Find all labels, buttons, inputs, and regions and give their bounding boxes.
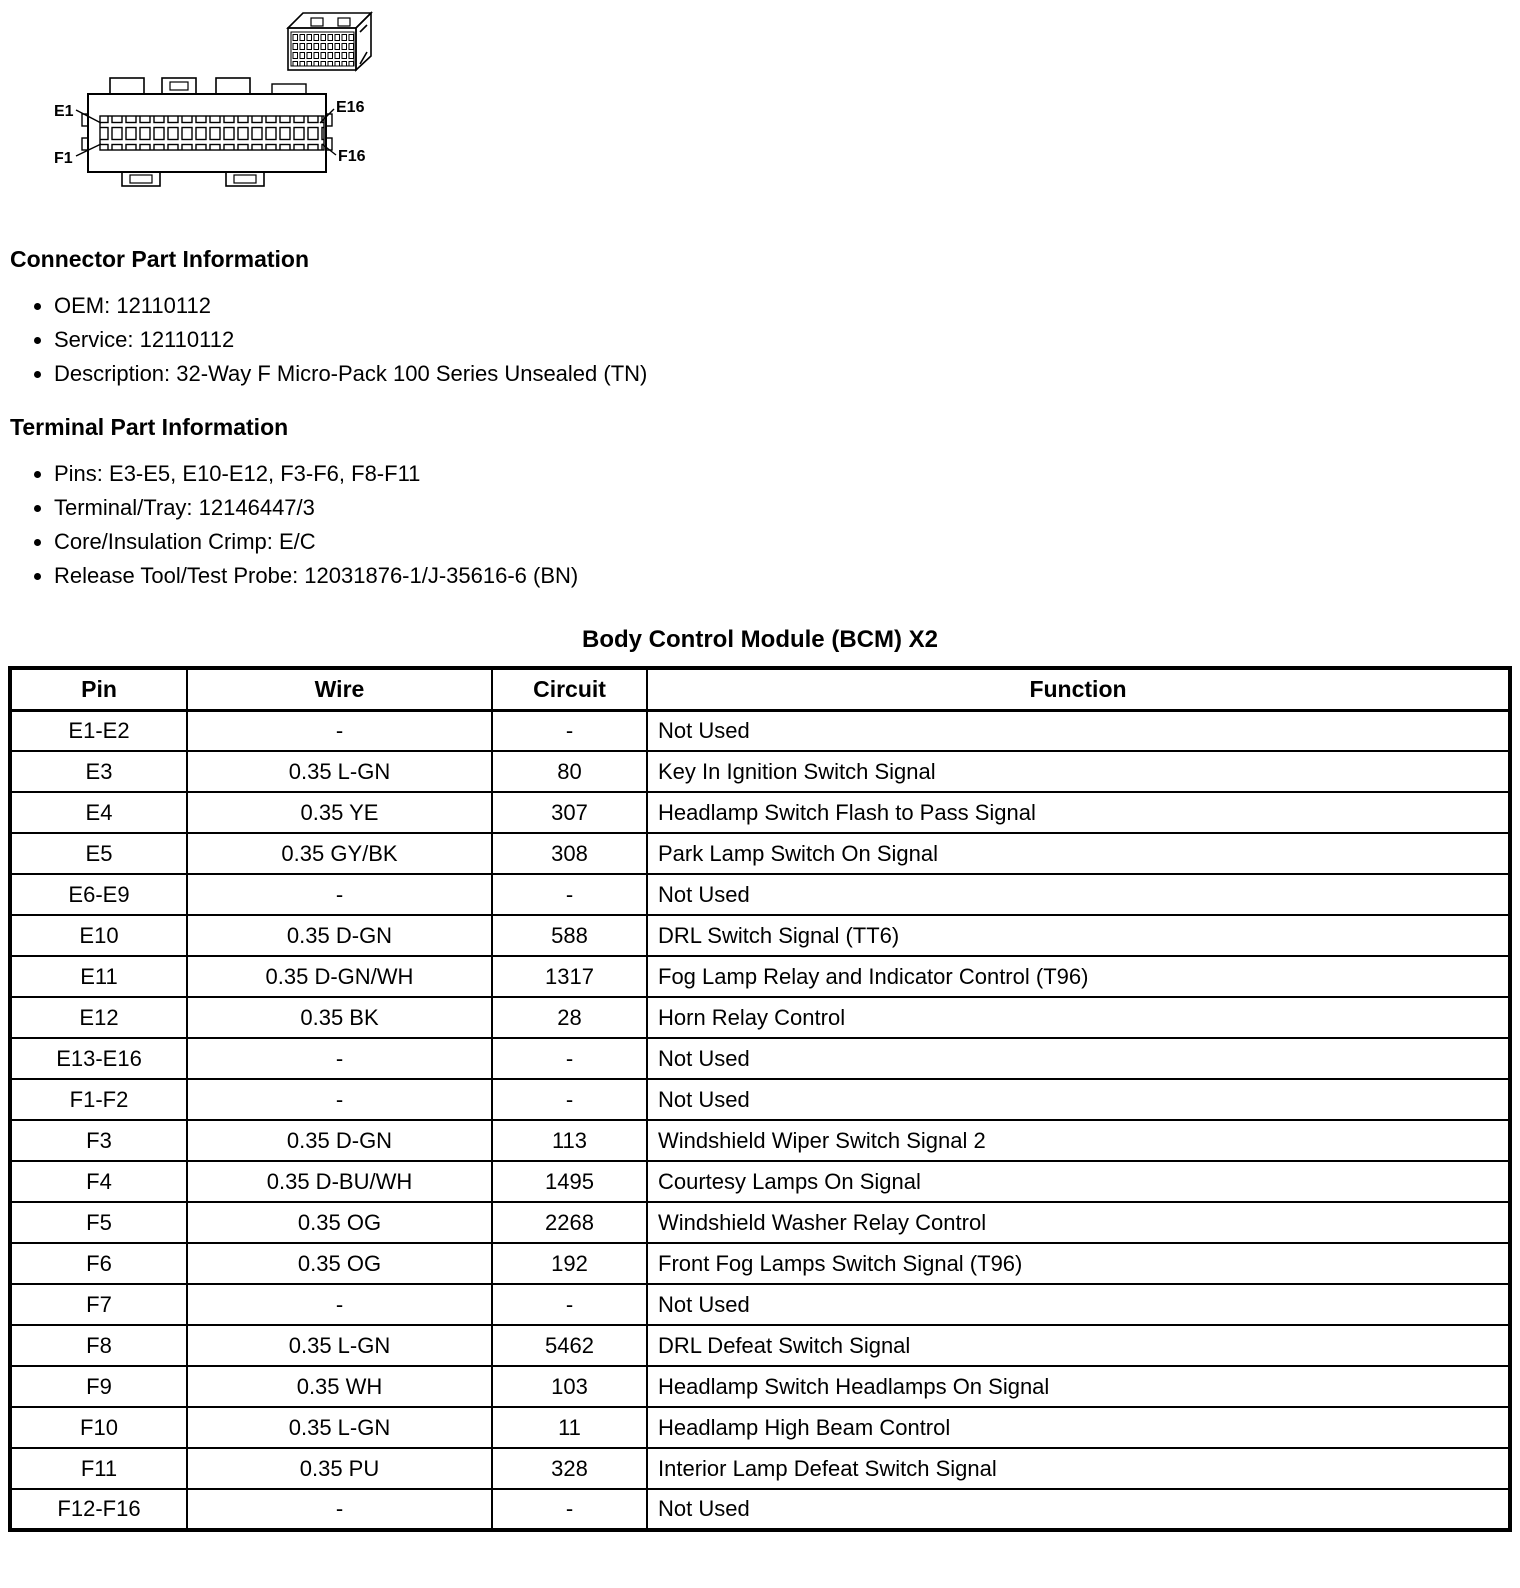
pin-table-row: [10, 1325, 1510, 1366]
pin-table-cell: 1317: [492, 956, 647, 997]
pin-table-cell: 0.35 D-GN: [187, 915, 492, 956]
pin-table-cell: F7: [10, 1284, 187, 1325]
pin-table-cell: 0.35 PU: [187, 1448, 492, 1489]
pin-table-cell: E3: [10, 751, 187, 792]
pin-table-cell: Front Fog Lamps Switch Signal (T96): [647, 1243, 1510, 1284]
pin-table-cell: DRL Switch Signal (TT6): [647, 915, 1510, 956]
pin-table-row: [10, 1407, 1510, 1448]
pin-table-cell: E5: [10, 833, 187, 874]
bullet-item: • OEM: 12110112: [54, 289, 1512, 322]
pin-table-cell: 0.35 L-GN: [187, 1325, 492, 1366]
column-header-function: Function: [647, 668, 1510, 710]
pin-table-cell: -: [492, 1489, 647, 1530]
pin-table-cell: 192: [492, 1243, 647, 1284]
table-title: Body Control Module (BCM) X2: [582, 626, 938, 653]
column-header-pin: Pin: [10, 668, 187, 710]
pin-table-cell: Key In Ignition Switch Signal: [647, 751, 1510, 792]
pin-table-row: [10, 1202, 1510, 1243]
pin-table-cell: -: [187, 1038, 492, 1079]
pin-table-cell: 0.35 L-GN: [187, 751, 492, 792]
pin-table-row: [10, 1489, 1510, 1530]
pin-table-cell: 0.35 OG: [187, 1243, 492, 1284]
pin-table-row: [10, 1243, 1510, 1284]
pin-table-cell: Not Used: [647, 710, 1510, 751]
pin-table-row: [10, 874, 1510, 915]
pin-table-cell: -: [187, 1284, 492, 1325]
pin-table-cell: 0.35 WH: [187, 1366, 492, 1407]
pin-label-f1: F1: [54, 150, 73, 167]
pin-table-cell: 307: [492, 792, 647, 833]
pin-table-cell: -: [187, 1489, 492, 1530]
pin-table-cell: F5: [10, 1202, 187, 1243]
pin-table-cell: 80: [492, 751, 647, 792]
section-heading-connector-part-info: Connector Part Information: [10, 246, 310, 272]
pin-table-cell: Park Lamp Switch On Signal: [647, 833, 1510, 874]
bullet-item: • Service: 12110112: [54, 323, 1512, 356]
connector-info-list: [8, 289, 1512, 390]
pin-table-cell: 0.35 L-GN: [187, 1407, 492, 1448]
pin-table-cell: E13-E16: [10, 1038, 187, 1079]
connector-part-info-section: [8, 246, 1512, 390]
column-header-circuit: Circuit: [492, 668, 647, 710]
terminal-part-info-section: [8, 414, 1512, 592]
bullet-item: • Core/Insulation Crimp: E/C: [54, 525, 1512, 558]
connector-diagram-wrap: [26, 6, 1512, 216]
pin-table-row: [10, 1038, 1510, 1079]
pin-table-cell: 5462: [492, 1325, 647, 1366]
pin-table-row: [10, 833, 1510, 874]
pin-table-cell: Not Used: [647, 1079, 1510, 1120]
pin-table-cell: Horn Relay Control: [647, 997, 1510, 1038]
pin-table-cell: Not Used: [647, 1489, 1510, 1530]
pin-table-cell: F1-F2: [10, 1079, 187, 1120]
pin-table-cell: 113: [492, 1120, 647, 1161]
pin-table-cell: E12: [10, 997, 187, 1038]
pin-table-cell: 0.35 GY/BK: [187, 833, 492, 874]
pin-table-cell: Windshield Washer Relay Control: [647, 1202, 1510, 1243]
pin-table-cell: -: [492, 874, 647, 915]
pin-table-cell: -: [492, 1284, 647, 1325]
pin-table-cell: F10: [10, 1407, 187, 1448]
pin-table-cell: Headlamp High Beam Control: [647, 1407, 1510, 1448]
pin-table-cell: F9: [10, 1366, 187, 1407]
pin-table-cell: 0.35 D-GN: [187, 1120, 492, 1161]
pin-table-row: [10, 710, 1510, 751]
pin-table-cell: -: [492, 1079, 647, 1120]
pin-table-cell: Interior Lamp Defeat Switch Signal: [647, 1448, 1510, 1489]
terminal-info-list: [8, 457, 1512, 592]
pin-label-e1: E1: [54, 103, 74, 120]
pin-table-cell: E1-E2: [10, 710, 187, 751]
pin-table-cell: 1495: [492, 1161, 647, 1202]
pin-table-cell: F11: [10, 1448, 187, 1489]
pin-table-cell: -: [187, 1079, 492, 1120]
pin-table-row: [10, 1366, 1510, 1407]
pin-table-cell: Headlamp Switch Flash to Pass Signal: [647, 792, 1510, 833]
pin-label-e16: E16: [336, 99, 365, 116]
pin-table-cell: E10: [10, 915, 187, 956]
connector-diagram: [26, 6, 406, 211]
pin-table-cell: -: [492, 1038, 647, 1079]
pin-table-row: [10, 956, 1510, 997]
pin-table-cell: 28: [492, 997, 647, 1038]
pin-table-row: [10, 1284, 1510, 1325]
pin-table: [8, 666, 1512, 1532]
pin-table-cell: E6-E9: [10, 874, 187, 915]
pin-table-cell: F4: [10, 1161, 187, 1202]
pin-table-row: [10, 751, 1510, 792]
bullet-item: • Description: 32-Way F Micro-Pack 100 Series Unsealed (TN): [54, 357, 1512, 390]
pin-table-cell: -: [187, 874, 492, 915]
pin-table-row: [10, 915, 1510, 956]
pin-table-body: [10, 710, 1510, 1530]
pin-table-row: [10, 792, 1510, 833]
pin-table-row: [10, 1161, 1510, 1202]
pin-table-row: [10, 1448, 1510, 1489]
pin-table-cell: E11: [10, 956, 187, 997]
pin-table-row: [10, 1079, 1510, 1120]
pin-table-cell: 11: [492, 1407, 647, 1448]
pin-table-cell: -: [187, 710, 492, 751]
pin-table-cell: 0.35 BK: [187, 997, 492, 1038]
pin-table-cell: 328: [492, 1448, 647, 1489]
pin-table-cell: F12-F16: [10, 1489, 187, 1530]
pin-table-cell: Fog Lamp Relay and Indicator Control (T96): [647, 956, 1510, 997]
pin-table-cell: Not Used: [647, 1284, 1510, 1325]
pin-table-cell: 0.35 YE: [187, 792, 492, 833]
connector-iso-view-icon: [288, 13, 371, 70]
pin-table-cell: Headlamp Switch Headlamps On Signal: [647, 1366, 1510, 1407]
bullet-item: • Release Tool/Test Probe: 12031876-1/J-35616-6 (BN): [54, 559, 1512, 592]
pin-table-cell: 0.35 OG: [187, 1202, 492, 1243]
pin-table-cell: 2268: [492, 1202, 647, 1243]
pin-table-cell: Not Used: [647, 874, 1510, 915]
column-header-wire: Wire: [187, 668, 492, 710]
pin-table-cell: Courtesy Lamps On Signal: [647, 1161, 1510, 1202]
pin-table-header-row: [10, 668, 1510, 710]
pin-table-cell: Windshield Wiper Switch Signal 2: [647, 1120, 1510, 1161]
pin-table-cell: F6: [10, 1243, 187, 1284]
pin-table-cell: F3: [10, 1120, 187, 1161]
pin-table-cell: F8: [10, 1325, 187, 1366]
pin-table-cell: Not Used: [647, 1038, 1510, 1079]
pin-label-f16: F16: [338, 148, 366, 165]
pin-table-row: [10, 1120, 1510, 1161]
pin-table-row: [10, 997, 1510, 1038]
pin-table-cell: 0.35 D-GN/WH: [187, 956, 492, 997]
pin-table-cell: -: [492, 710, 647, 751]
pin-table-cell: 588: [492, 915, 647, 956]
pin-table-cell: DRL Defeat Switch Signal: [647, 1325, 1510, 1366]
pin-table-cell: E4: [10, 792, 187, 833]
bullet-item: • Terminal/Tray: 12146447/3: [54, 491, 1512, 524]
pin-table-cell: 103: [492, 1366, 647, 1407]
pin-table-cell: 308: [492, 833, 647, 874]
connector-front-view: [82, 78, 332, 186]
bullet-item: • Pins: E3-E5, E10-E12, F3-F6, F8-F11: [54, 457, 1512, 490]
section-heading-terminal-part-info: Terminal Part Information: [10, 414, 289, 440]
pin-table-cell: 0.35 D-BU/WH: [187, 1161, 492, 1202]
